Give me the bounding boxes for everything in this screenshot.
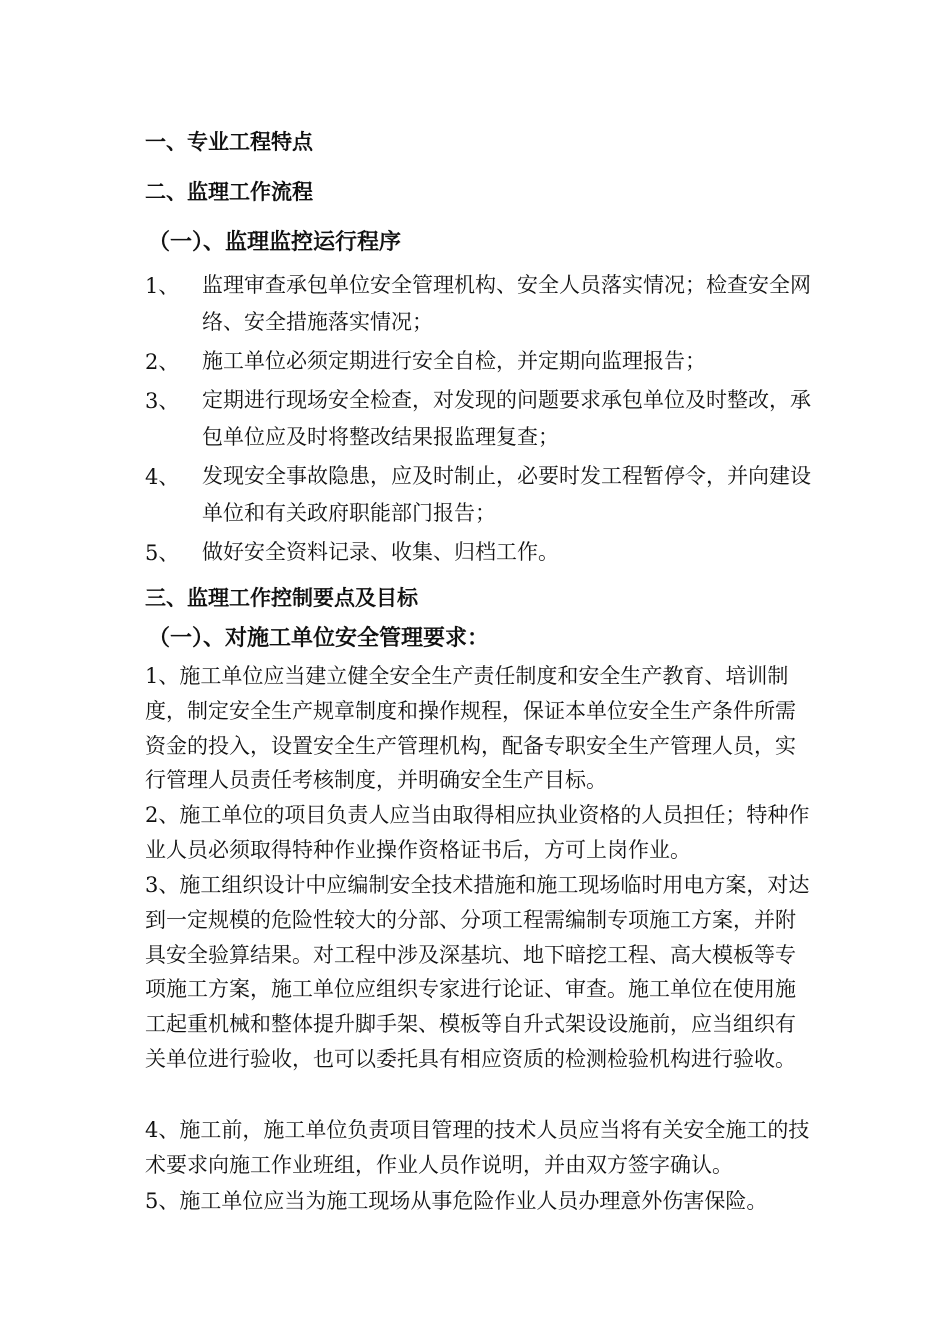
requirement-paragraph: 5、施工单位应当为施工现场从事危险作业人员办理意外伤害保险。 [145, 1189, 768, 1213]
procedure-text: 定期进行现场安全检查，对发现的问题要求承包单位及时整改，承包单位应及时将整改结果报监理复查； [202, 388, 811, 449]
heading-section-2-sub: （一）、监理监控运行程序 [148, 230, 402, 255]
procedure-text: 发现安全事故隐患，应及时制止，必要时发工程暂停令，并向建设单位和有关政府职能部门报告； [202, 464, 811, 525]
heading-section-2: 二、监理工作流程 [145, 180, 313, 204]
heading-section-3: 三、监理工作控制要点及目标 [145, 586, 418, 610]
procedure-number: 3、 [145, 389, 180, 413]
procedure-number: 5、 [145, 541, 180, 565]
requirement-paragraph: 2、施工单位的项目负责人应当由取得相应执业资格的人员担任；特种作业人员必须取得特种作业操作资格证书后，方可上岗作业。 [145, 803, 810, 862]
requirement-paragraph: 1、施工单位应当建立健全安全生产责任制度和安全生产教育、培训制度，制定安全生产规章制度和操作规程，保证本单位安全生产条件所需资金的投入，设置安全生产管理机构，配备专职安全生产管理人员，实行管理人员责任考核制度，并明确安全生产目标。 [145, 664, 796, 793]
procedure-text: 监理审查承包单位安全管理机构、安全人员落实情况；检查安全网络、安全措施落实情况； [202, 273, 811, 334]
heading-section-3-sub: （一）、对施工单位安全管理要求： [148, 626, 490, 651]
heading-section-1: 一、专业工程特点 [145, 130, 313, 154]
procedure-text: 做好安全资料记录、收集、归档工作。 [202, 540, 559, 564]
procedure-number: 2、 [145, 350, 180, 374]
procedure-number: 1、 [145, 274, 180, 298]
procedure-number: 4、 [145, 465, 180, 489]
requirement-paragraph: 4、施工前，施工单位负责项目管理的技术人员应当将有关安全施工的技术要求向施工作业班组，作业人员作说明，并由双方签字确认。 [145, 1118, 810, 1177]
procedure-text: 施工单位必须定期进行安全自检，并定期向监理报告； [202, 349, 706, 373]
requirement-paragraph: 3、施工组织设计中应编制安全技术措施和施工现场临时用电方案，对达到一定规模的危险性较大的分部、分项工程需编制专项施工方案，并附具安全验算结果。对工程中涉及深基坑、地下暗挖工程、高大模板等专项施工方案，施工单位应组织专家进行论证、审查。施工单位在使用施工起重机械和整体提升脚手架、模板等自升式架设设施前，应当组织有关单位进行验收，也可以委托具有相应资质的检测检验机构进行验收。 [145, 873, 810, 1071]
